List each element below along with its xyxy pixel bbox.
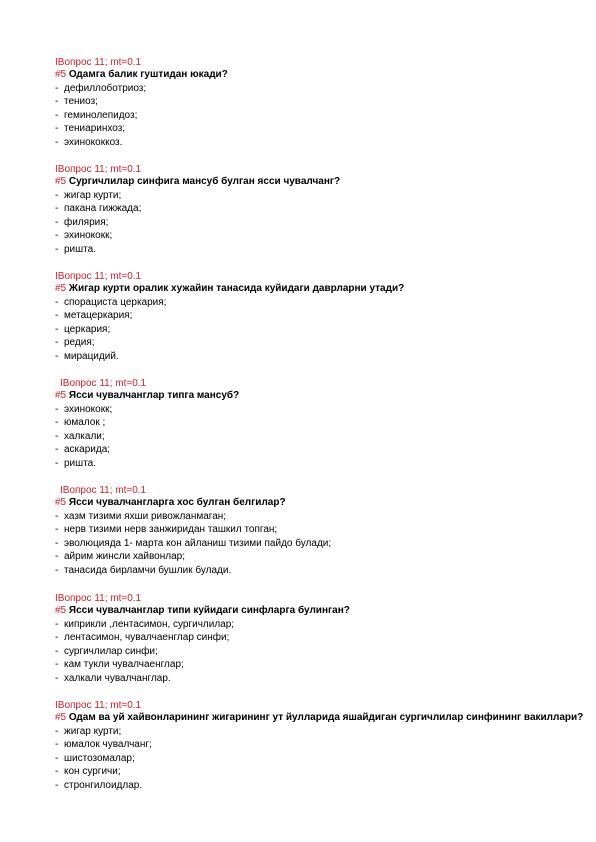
- answer-option: [55, 564, 585, 578]
- answer-option-text: кон сургичи;: [64, 766, 121, 778]
- answer-option: [55, 725, 585, 739]
- answer-option-text: метацеркария;: [64, 310, 133, 322]
- answer-option-text: сургичлилар синфи;: [64, 645, 158, 657]
- answer-option: [55, 738, 585, 752]
- answer-option-text: ришта.: [64, 243, 96, 255]
- answer-option-text: киприкли ,лентасимон, сургичлилар;: [64, 618, 235, 630]
- question-header: IВопрос 11; mt=0.1: [60, 378, 147, 389]
- answer-option: [55, 457, 585, 471]
- question-header: IВопрос 11; mt=0.1: [55, 164, 142, 175]
- list-dash: -: [55, 457, 59, 469]
- answer-option: [55, 350, 585, 364]
- list-dash: -: [55, 537, 59, 549]
- question-line: [55, 389, 585, 403]
- answer-option: [55, 202, 585, 216]
- answer-option-text: хазм тизими яхши ривожланмаган;: [64, 510, 227, 522]
- answer-option-text: лентасимон, чувалчаенглар синфи;: [64, 632, 230, 644]
- question-text: Ясси чувалчангларга хос булган белгилар?: [68, 497, 286, 508]
- question-block: [55, 700, 585, 793]
- answer-option: [55, 189, 585, 203]
- answer-option-text: шистозомалар;: [64, 752, 135, 764]
- question-line: [55, 711, 585, 725]
- answer-option-text: мирацидий.: [64, 350, 119, 362]
- answer-option: [55, 95, 585, 109]
- answer-option: [55, 523, 585, 537]
- question-number: #5: [55, 176, 67, 187]
- list-dash: -: [55, 725, 59, 737]
- list-dash: -: [55, 659, 59, 671]
- answer-option: [55, 416, 585, 430]
- list-dash: -: [55, 417, 59, 429]
- question-header: IВопрос 11; mt=0.1: [60, 485, 147, 496]
- answer-option-text: юмалок ;: [64, 417, 106, 429]
- question-text: Одам ва уй хайвонларининг жигарининг ут йулларида яшайдиган сургичлилар синфининг вакиллари?: [68, 712, 584, 723]
- answer-option-text: редия;: [64, 337, 95, 349]
- question-block: [55, 164, 585, 257]
- answer-option-text: юмалок чувалчанг;: [64, 739, 152, 751]
- answer-option: [55, 672, 585, 686]
- list-dash: -: [55, 203, 59, 215]
- answer-option-text: нерв тизими нерв занжиридан ташкил топган;: [64, 524, 278, 536]
- answer-option-text: стронгилоидлар.: [64, 779, 143, 791]
- answer-option: [55, 430, 585, 444]
- question-text: Ясси чувалчанглар типи куйидаги синфларга булинган?: [68, 605, 350, 616]
- answer-option-text: филярия;: [64, 216, 109, 228]
- list-dash: -: [55, 189, 59, 201]
- list-dash: -: [55, 766, 59, 778]
- answer-option: [55, 336, 585, 350]
- list-dash: -: [55, 136, 59, 148]
- question-block: [55, 57, 585, 150]
- answer-option-text: тениоз;: [64, 96, 98, 108]
- answer-option: [55, 122, 585, 136]
- list-dash: -: [55, 350, 59, 362]
- list-dash: -: [55, 123, 59, 135]
- list-dash: -: [55, 82, 59, 94]
- question-line: [55, 68, 585, 82]
- list-dash: -: [55, 752, 59, 764]
- answer-option: [55, 537, 585, 551]
- question-number: #5: [55, 605, 67, 616]
- answer-option-text: жигар курти;: [64, 725, 122, 737]
- question-number: #5: [55, 283, 67, 294]
- answer-option: [55, 550, 585, 564]
- answer-option: [55, 296, 585, 310]
- answer-option: [55, 443, 585, 457]
- question-text: Жигар курти оралик хужайин танасида куйидаги даврларни утади?: [68, 283, 405, 294]
- answer-option: [55, 229, 585, 243]
- answer-option-text: эволюцияда 1- марта кон айланиш тизими пайдо булади;: [64, 537, 332, 549]
- list-dash: -: [55, 337, 59, 349]
- question-number: #5: [55, 497, 67, 508]
- question-block: [55, 271, 585, 364]
- list-dash: -: [55, 618, 59, 630]
- answer-option-text: танасида бирламчи бушлик булади.: [64, 564, 232, 576]
- answer-option: [55, 109, 585, 123]
- answer-option-text: пакана гижжада;: [64, 203, 142, 215]
- list-dash: -: [55, 444, 59, 456]
- question-number: #5: [55, 390, 67, 401]
- answer-option-text: эхинококк;: [64, 230, 113, 242]
- list-dash: -: [55, 510, 59, 522]
- question-line: [55, 496, 585, 510]
- list-dash: -: [55, 296, 59, 308]
- list-dash: -: [55, 109, 59, 121]
- answer-option-text: эхинококк;: [64, 403, 113, 415]
- question-number: #5: [55, 69, 67, 80]
- answer-option: [55, 309, 585, 323]
- question-line: [55, 604, 585, 618]
- list-dash: -: [55, 310, 59, 322]
- answer-option-text: айрим жинсли хайвонлар;: [64, 551, 186, 563]
- list-dash: -: [55, 216, 59, 228]
- list-dash: -: [55, 230, 59, 242]
- list-dash: -: [55, 645, 59, 657]
- question-header: IВопрос 11; mt=0.1: [55, 57, 142, 68]
- answer-option: [55, 779, 585, 793]
- list-dash: -: [55, 524, 59, 536]
- answer-option-text: жигар курти;: [64, 189, 122, 201]
- answer-option: [55, 618, 585, 632]
- list-dash: -: [55, 739, 59, 751]
- answer-option: [55, 323, 585, 337]
- answer-option-text: дефиллоботриоз;: [64, 82, 147, 94]
- answer-option: [55, 631, 585, 645]
- answer-option: [55, 136, 585, 150]
- question-block: [55, 485, 585, 578]
- answer-option: [55, 216, 585, 230]
- question-line: [55, 175, 585, 189]
- answer-option: [55, 403, 585, 417]
- list-dash: -: [55, 779, 59, 791]
- question-line: [55, 282, 585, 296]
- answer-option: [55, 658, 585, 672]
- answer-option: [55, 752, 585, 766]
- answer-option-text: эхинококкоз.: [64, 136, 123, 148]
- answer-option: [55, 243, 585, 257]
- answer-option: [55, 765, 585, 779]
- list-dash: -: [55, 551, 59, 563]
- answer-option-text: тениаринхоз;: [64, 123, 126, 135]
- list-dash: -: [55, 430, 59, 442]
- question-text: Одамга балик гуштидан юкади?: [68, 69, 228, 80]
- answer-option-text: кам тукли чувалчаенглар;: [64, 659, 184, 671]
- question-block: [55, 593, 585, 686]
- question-text: Сургичлилар синфига мансуб булган ясси чувалчанг?: [68, 176, 341, 187]
- list-dash: -: [55, 403, 59, 415]
- answer-option: [55, 510, 585, 524]
- question-header: IВопрос 11; mt=0.1: [55, 700, 142, 711]
- answer-option-text: аскарида;: [64, 444, 111, 456]
- answer-option-text: ришта.: [64, 457, 96, 469]
- list-dash: -: [55, 323, 59, 335]
- list-dash: -: [55, 632, 59, 644]
- question-header: IВопрос 11; mt=0.1: [55, 271, 142, 282]
- question-number: #5: [55, 712, 67, 723]
- answer-option: [55, 645, 585, 659]
- question-header: IВопрос 11; mt=0.1: [55, 593, 142, 604]
- answer-option-text: халкали;: [64, 430, 105, 442]
- list-dash: -: [55, 564, 59, 576]
- answer-option-text: спорациста церкария;: [64, 296, 167, 308]
- answer-option-text: геминолепидоз;: [64, 109, 138, 121]
- list-dash: -: [55, 96, 59, 108]
- list-dash: -: [55, 243, 59, 255]
- answer-option-text: халкали чувалчанглар.: [64, 672, 171, 684]
- question-block: [55, 378, 585, 471]
- answer-option-text: церкария;: [64, 323, 111, 335]
- answer-option: [55, 82, 585, 96]
- list-dash: -: [55, 672, 59, 684]
- question-text: Ясси чувалчанглар типга мансуб?: [68, 390, 240, 401]
